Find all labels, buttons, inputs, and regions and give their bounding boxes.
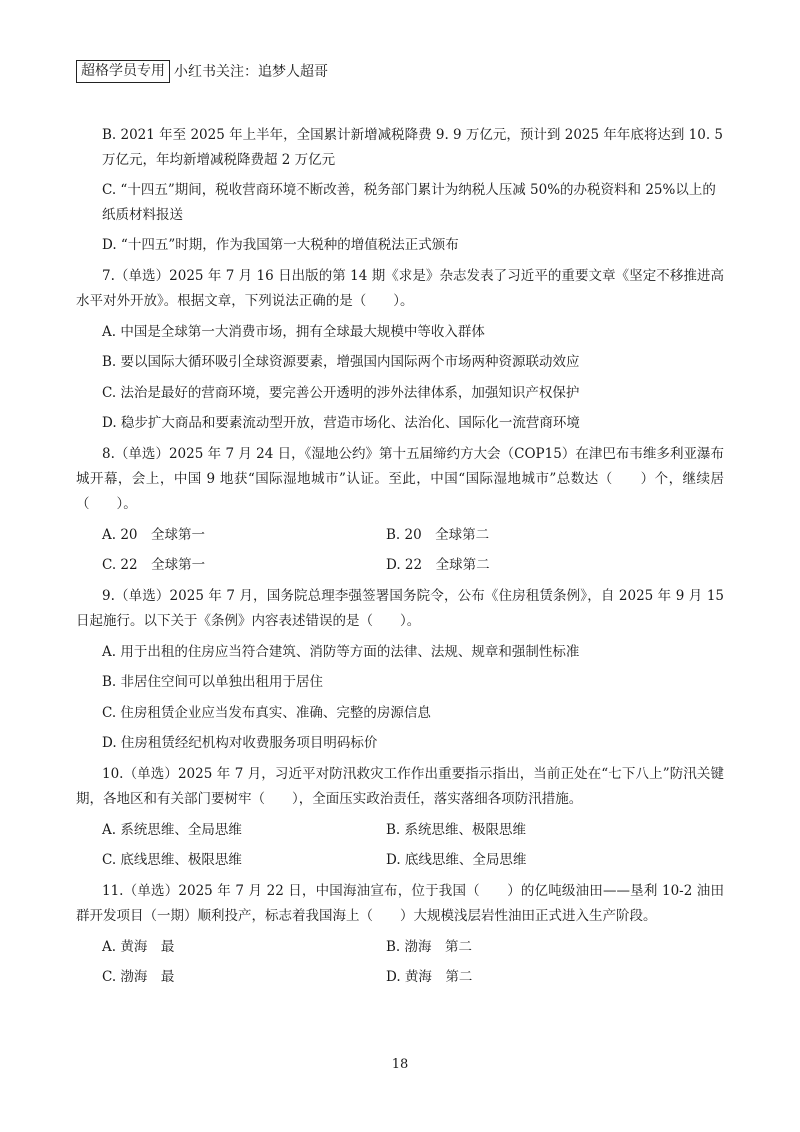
- q9-option-d: D. 住房租赁经纪机构对收费服务项目明码标价: [102, 735, 378, 751]
- q9-option-b: B. 非居住空间可以单独出租用于居住: [102, 674, 324, 690]
- q8-options-row-1: [102, 523, 724, 548]
- q10-option-a: A. 系统思维、全局思维: [102, 821, 242, 838]
- q7-option-a: A. 中国是全球第一大消费市场，拥有全球最大规模中等收入群体: [102, 323, 485, 340]
- student-badge: 超格学员专用: [76, 60, 170, 83]
- q7-title: 7.（单选）2025 年 7 月 16 日出版的第 14 期《求是》杂志发表了习近平的重要文章《坚定不移推进高水平对外开放》。根据文章，下列说法正确的是（ ）。: [76, 267, 724, 309]
- q11-option-b: B. 渤海 第二: [386, 938, 473, 955]
- q9-option-c: C. 住房租赁企业应当发布真实、准确、完整的房源信息: [102, 704, 431, 721]
- q6-option-b: B. 2021 年至 2025 年上半年，全国累计新增减税降费 9. 9 万亿元，预计到 2025 年年底将达到 10. 5 万亿元，年均新增减税降费超 2 万亿元: [102, 127, 724, 168]
- q9-title: 9.（单选）2025 年 7 月，国务院总理李强签署国务院令，公布《住房租赁条例》，自 2025 年 9 月 15 日起施行。以下关于《条例》内容表述错误的是（ ）。: [76, 587, 724, 629]
- follow-note: 小红书关注：追梦人超哥: [174, 63, 328, 80]
- q7-option-b: B. 要以国际大循环吸引全球资源要素，增强国内国际两个市场两种资源联动效应: [102, 354, 580, 370]
- q8-option-a: A. 20 全球第一: [102, 526, 206, 543]
- q10-options-row-2: [102, 848, 724, 873]
- q10-options-row-1: [102, 818, 724, 843]
- q6-option-c: C. “十四五”期间，税收营商环境不断改善，税务部门累计为纳税人压减 50%的办税资料和 25%以上的纸质材料报送: [102, 182, 716, 223]
- q10-title: 10.（单选）2025 年 7 月，习近平对防汛救灾工作作出重要指示指出，当前正处在“七下八上”防汛关键期，各地区和有关部门要树牢（ ），全面压实政治责任，落实落细各项防汛措施。: [76, 765, 724, 807]
- q8-title: 8.（单选）2025 年 7 月 24 日，《湿地公约》第十五届缔约方大会（COP15）在津巴布韦维多利亚瀑布城开幕，会上，中国 9 地获“国际湿地城市”认证。至此，中国“国际湿地城市”总数达（ ）个，继续居（ ）。: [76, 445, 724, 512]
- q11-option-d: D. 黄海 第二: [386, 969, 473, 985]
- q11-options-row-2: [102, 965, 724, 990]
- q8-option-b: B. 20 全球第二: [386, 526, 490, 543]
- q7-option-d: D. 稳步扩大商品和要素流动型开放，营造市场化、法治化、国际化一流营商环境: [102, 415, 580, 431]
- q8-option-d: D. 22 全球第二: [386, 557, 490, 573]
- q11-options-row-1: [102, 935, 724, 960]
- header: [76, 60, 328, 83]
- question-content: [76, 123, 724, 996]
- q10-option-c: C. 底线思维、极限思维: [102, 852, 242, 868]
- q11-option-a: A. 黄海 最: [102, 938, 175, 955]
- q8-option-c: C. 22 全球第一: [102, 557, 206, 573]
- q10-option-d: D. 底线思维、全局思维: [386, 852, 527, 868]
- page-number: 18: [391, 1057, 409, 1072]
- q9-option-a: A. 用于出租的住房应当符合建筑、消防等方面的法律、法规、规章和强制性标准: [102, 643, 580, 660]
- q7-option-c: C. 法治是最好的营商环境，要完善公开透明的涉外法律体系，加强知识产权保护: [102, 384, 580, 401]
- q8-options-row-2: [102, 553, 724, 578]
- q11-title: 11.（单选）2025 年 7 月 22 日，中国海油宣布，位于我国（ ）的亿吨级油田——垦利 10-2 油田群开发项目（一期）顺利投产，标志着我国海上（ ）大规模浅层岩性油田正式进入生产阶段。: [76, 882, 724, 924]
- q11-option-c: C. 渤海 最: [102, 969, 175, 985]
- q10-option-b: B. 系统思维、极限思维: [386, 821, 527, 838]
- q6-option-d: D. “十四五”时期，作为我国第一大税种的增值税法正式颁布: [102, 237, 459, 253]
